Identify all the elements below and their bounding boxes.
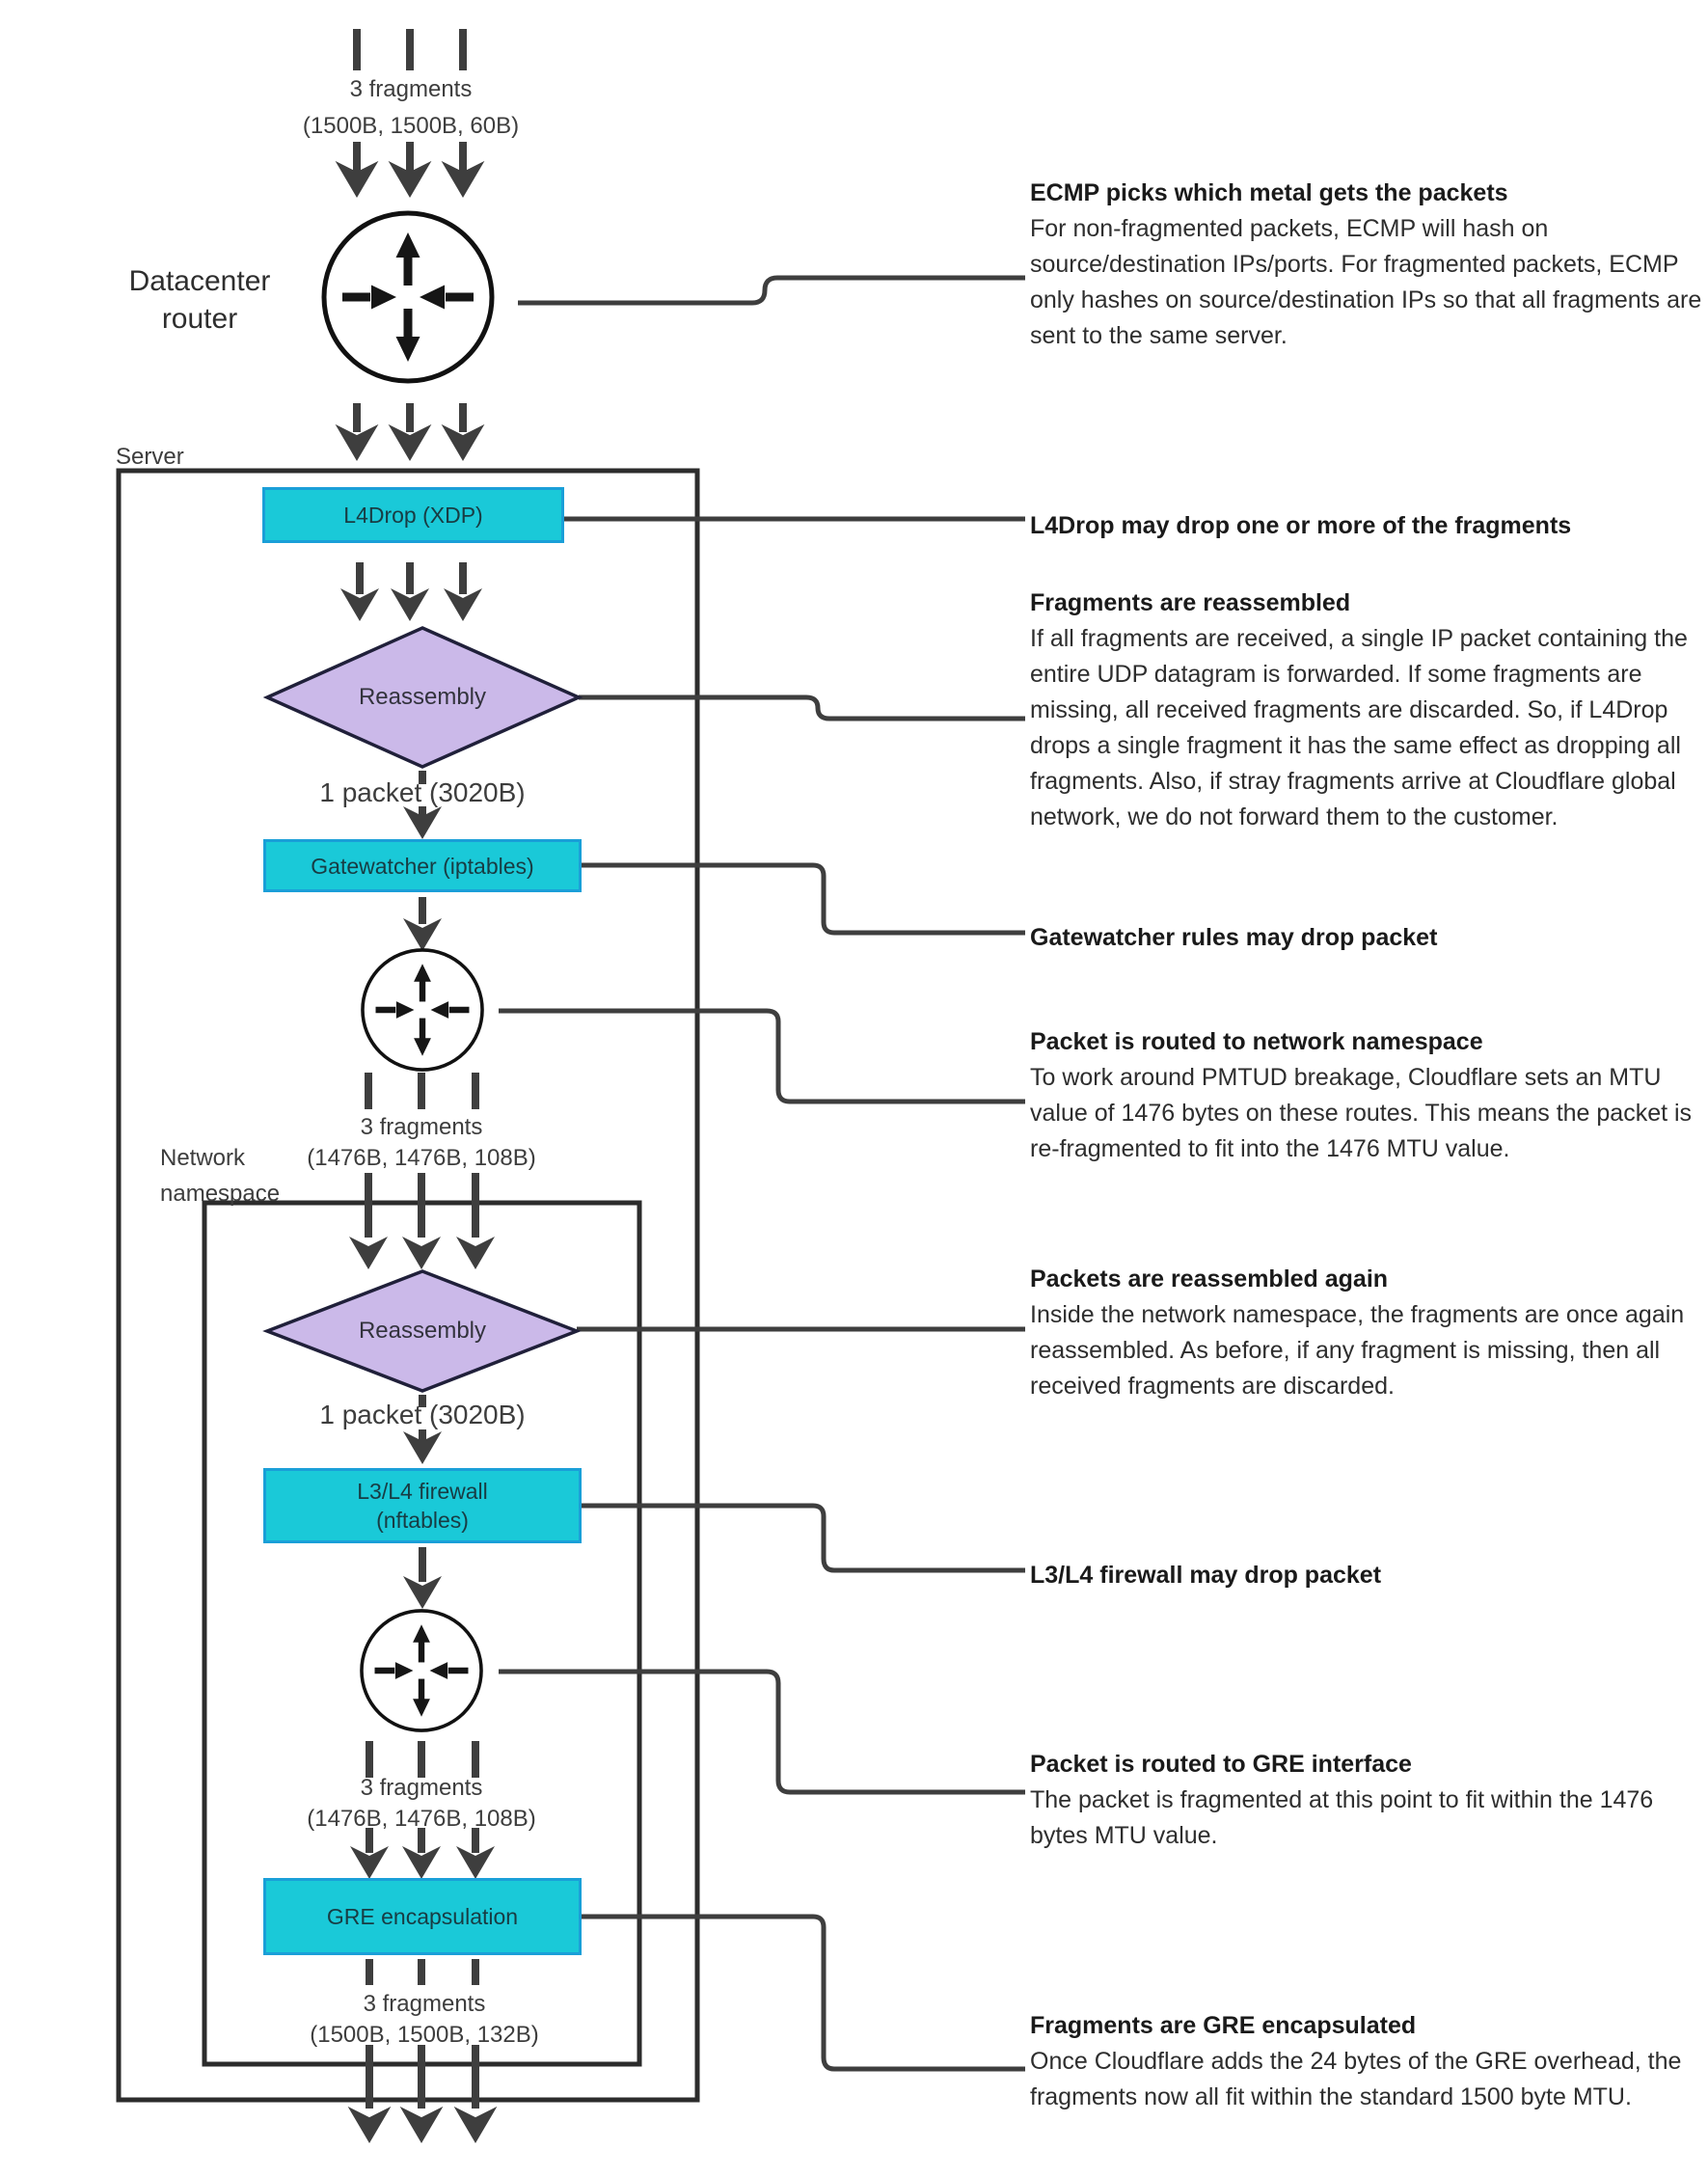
annotation-ecmp: ECMP picks which metal gets the packets For non-fragmented packets, ECMP will hash on source/destination IPs/ports. For fragmented packets, ECMP only hashes on source/destination IPs so that all fragments are sent to the same server. — [1030, 179, 1702, 349]
top-fragments-sizes: (1500B, 1500B, 60B) — [302, 113, 520, 139]
l4drop-node: L4Drop (XDP) — [262, 487, 564, 543]
datacenter-router-icon — [324, 213, 492, 381]
annotation-gatewatcher: Gatewatcher rules may drop packet — [1030, 924, 1438, 951]
annotation-reassembled-again: Packets are reassembled again Inside the network namespace, the fragments are once again reassembled. As before, if any fragment is missing, then all received fragments are discarded. — [1030, 1265, 1685, 1400]
fragments-sizes-3: (1500B, 1500B, 132B) — [310, 2022, 539, 2048]
annotation-reassembled: Fragments are reassembled If all fragments are received, a single IP packet containing the entire UDP datagram is forwarded. If some fragments are missing, all received fragments are discarded. So, if L4Drop drops a single fragment it has the same effect as dropping all fragments. Also, if stray fragments arrive at Cloudflare global network, we do not forward them to the customer. — [1030, 589, 1688, 830]
annotation-gre-encapsulated: Fragments are GRE encapsulated Once Cloudflare adds the 24 bytes of the GRE overhead, the fragments now all fit within the standard 1500 byte MTU. — [1030, 2012, 1682, 2110]
fragments-count-1: 3 fragments — [360, 1114, 483, 1140]
gre-encapsulation-node: GRE encapsulation — [263, 1878, 582, 1955]
network-namespace-label: Network namespace — [160, 1145, 281, 1207]
fragments-count-3: 3 fragments — [363, 1991, 486, 2017]
reassembly-label-1: Reassembly — [358, 684, 487, 710]
router-icon-server — [363, 950, 482, 1070]
server-label: Server — [116, 444, 184, 470]
gatewatcher-node: Gatewatcher (iptables) — [263, 839, 582, 892]
annotation-netns-route: Packet is routed to network namespace To work around PMTUD breakage, Cloudflare sets an MTU value of 1476 bytes on these routes. This means the packet is re-fragmented to fit into the 1476 MTU value. — [1030, 1028, 1693, 1162]
top-fragments-count: 3 fragments — [349, 76, 473, 102]
datacenter-router-label: Datacenter router — [128, 265, 271, 335]
packet-label-2: 1 packet (3020B) — [319, 1400, 526, 1429]
annotation-connectors — [499, 278, 1025, 2069]
packet-label-1: 1 packet (3020B) — [319, 777, 526, 807]
router-icon-namespace — [362, 1611, 481, 1730]
l3l4-firewall-node: L3/L4 firewall (nftables) — [263, 1468, 582, 1543]
fragments-count-2: 3 fragments — [360, 1775, 483, 1801]
fragments-sizes-1: (1476B, 1476B, 108B) — [307, 1145, 536, 1171]
annotation-firewall: L3/L4 firewall may drop packet — [1030, 1562, 1382, 1589]
annotation-gre-route: Packet is routed to GRE interface The packet is fragmented at this point to fit within the 1476 bytes MTU value. — [1030, 1751, 1654, 1849]
fragments-sizes-2: (1476B, 1476B, 108B) — [307, 1806, 536, 1832]
annotation-l4drop: L4Drop may drop one or more of the fragments — [1030, 512, 1572, 539]
reassembly-label-2: Reassembly — [358, 1318, 487, 1344]
